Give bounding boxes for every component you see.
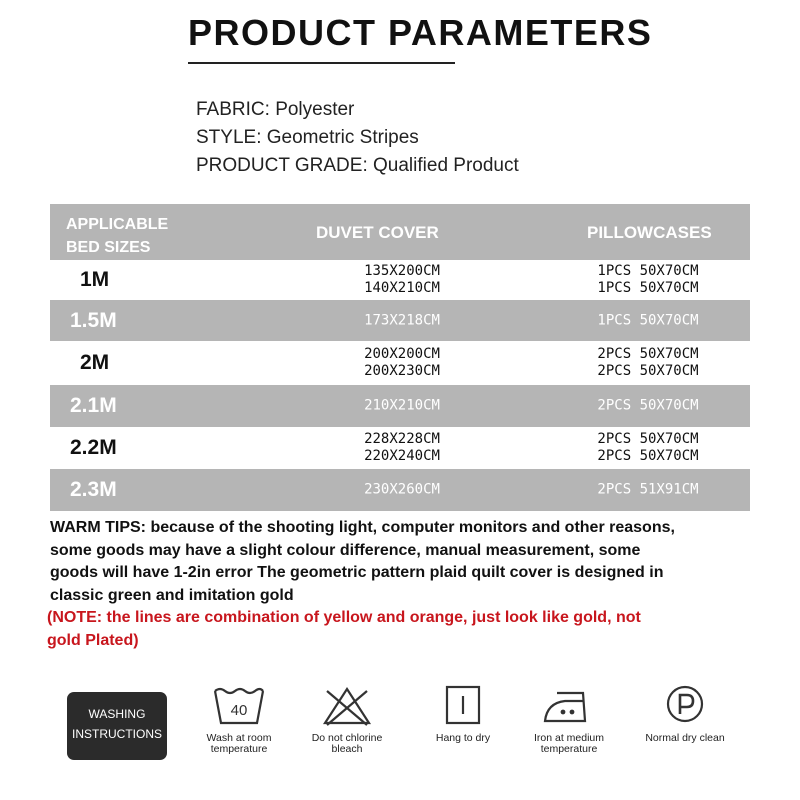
gold-note	[47, 607, 777, 652]
duvet-cell	[312, 312, 492, 329]
bed-size: 2M	[80, 351, 110, 374]
table-row	[50, 260, 750, 300]
header-pillowcases: PILLOWCASES	[587, 223, 712, 242]
note-line: (NOTE: the lines are combination of yellow and orange, just look like gold, not	[47, 609, 641, 626]
care-label-line: temperature	[540, 743, 598, 755]
product-parameters	[196, 96, 519, 180]
pillow-cell	[568, 346, 728, 380]
care-label-line: Normal dry clean	[645, 732, 725, 744]
pillow-size: 2PCS 50X70CM	[597, 363, 699, 379]
care-label	[408, 733, 518, 744]
bed-size: 2.3M	[70, 478, 117, 501]
header-bed-sizes-line2: BED SIZES	[66, 239, 151, 256]
warm-tips-line: some goods may have a slight colour difference, manual measurement, some	[50, 541, 641, 559]
pillow-size: 2PCS 50X70CM	[597, 448, 699, 464]
bed-size: 2.2M	[70, 436, 117, 459]
style-label: STYLE:	[196, 127, 262, 148]
care-label-line: Iron at medium	[533, 732, 605, 744]
pillow-cell	[568, 482, 728, 499]
duvet-size: 200X200CM	[364, 346, 440, 362]
note-line: gold Plated)	[47, 631, 139, 649]
table-row	[50, 341, 750, 385]
duvet-cell	[312, 398, 492, 415]
care-label	[630, 733, 740, 744]
table-row	[50, 469, 750, 511]
care-item-iron	[514, 683, 624, 755]
warm-tips-line: classic green and imitation gold	[50, 586, 294, 604]
grade-row	[196, 152, 519, 180]
duvet-size: 135X200CM	[364, 263, 440, 279]
duvet-size: 200X230CM	[364, 363, 440, 379]
bed-size: 2.1M	[70, 394, 117, 417]
duvet-cell	[312, 263, 492, 297]
care-item-bleach	[292, 683, 402, 755]
style-value: Geometric Stripes	[266, 127, 419, 148]
care-label-line: bleach	[331, 743, 363, 755]
fabric-row	[196, 96, 519, 124]
pillow-size: 2PCS 50X70CM	[597, 397, 699, 414]
badge-line: INSTRUCTIONS	[72, 727, 162, 741]
pillow-size: 2PCS 50X70CM	[597, 431, 699, 447]
dry-clean-p-icon	[657, 683, 713, 727]
care-label	[514, 733, 624, 755]
care-label-line: Do not chlorine	[311, 732, 383, 744]
care-label-line: temperature	[210, 743, 268, 755]
pillow-cell	[568, 263, 728, 297]
bed-size: 1.5M	[70, 308, 117, 332]
size-table-header	[50, 204, 750, 260]
care-label-line: Wash at room	[206, 732, 272, 744]
iron-medium-icon	[539, 683, 599, 727]
care-label	[292, 733, 402, 755]
care-item-dry-clean	[630, 683, 740, 744]
wash-temp-value: 40	[230, 702, 248, 719]
duvet-size: 228X228CM	[364, 431, 440, 447]
fabric-label: FABRIC:	[196, 99, 270, 120]
warm-tips-line: WARM TIPS: because of the shooting light, computer monitors and other reasons,	[50, 519, 675, 536]
care-item-wash	[184, 683, 294, 755]
pillow-size: 2PCS 50X70CM	[597, 346, 699, 362]
duvet-size: 140X210CM	[364, 280, 440, 296]
fabric-value: Polyester	[275, 99, 355, 120]
pillow-size: 1PCS 50X70CM	[597, 280, 699, 296]
warm-tips-line: goods will have 1-2in error The geometric pattern plaid quilt cover is designed in	[50, 564, 664, 581]
table-row	[50, 427, 750, 469]
pillow-cell	[568, 312, 728, 329]
pillow-size: 2PCS 51X91CM	[597, 481, 699, 498]
bed-size: 1M	[80, 268, 110, 291]
duvet-cell	[312, 431, 492, 465]
pillow-cell	[568, 398, 728, 415]
pillow-size: 1PCS 50X70CM	[597, 263, 699, 279]
grade-label: PRODUCT GRADE:	[196, 155, 368, 176]
style-row	[196, 124, 519, 152]
duvet-size: 173X218CM	[364, 312, 440, 328]
washing-instructions-badge	[67, 692, 167, 760]
care-label	[184, 733, 294, 755]
grade-value: Qualified Product	[373, 155, 519, 176]
wash-tub-icon	[211, 683, 267, 727]
hang-dry-icon	[435, 683, 491, 727]
header-duvet-cover: DUVET COVER	[316, 223, 439, 242]
duvet-cell	[312, 346, 492, 380]
badge-line: WASHING	[88, 707, 146, 721]
header-bed-sizes-line1: APPLICABLE	[66, 216, 169, 233]
duvet-size: 230X260CM	[364, 481, 440, 498]
care-item-hang-dry	[408, 683, 518, 744]
no-bleach-icon	[319, 683, 375, 727]
table-row	[50, 385, 750, 427]
page-title: PRODUCT PARAMETERS	[188, 12, 653, 53]
pillow-size: 1PCS 50X70CM	[597, 312, 699, 328]
title-underline	[188, 62, 455, 64]
header-bed-sizes	[66, 213, 168, 259]
care-label-line: Hang to dry	[435, 732, 491, 744]
warm-tips	[50, 517, 770, 607]
pillow-cell	[568, 431, 728, 465]
duvet-size: 210X210CM	[364, 397, 440, 414]
duvet-cell	[312, 482, 492, 499]
duvet-size: 220X240CM	[364, 448, 440, 464]
table-row	[50, 300, 750, 341]
